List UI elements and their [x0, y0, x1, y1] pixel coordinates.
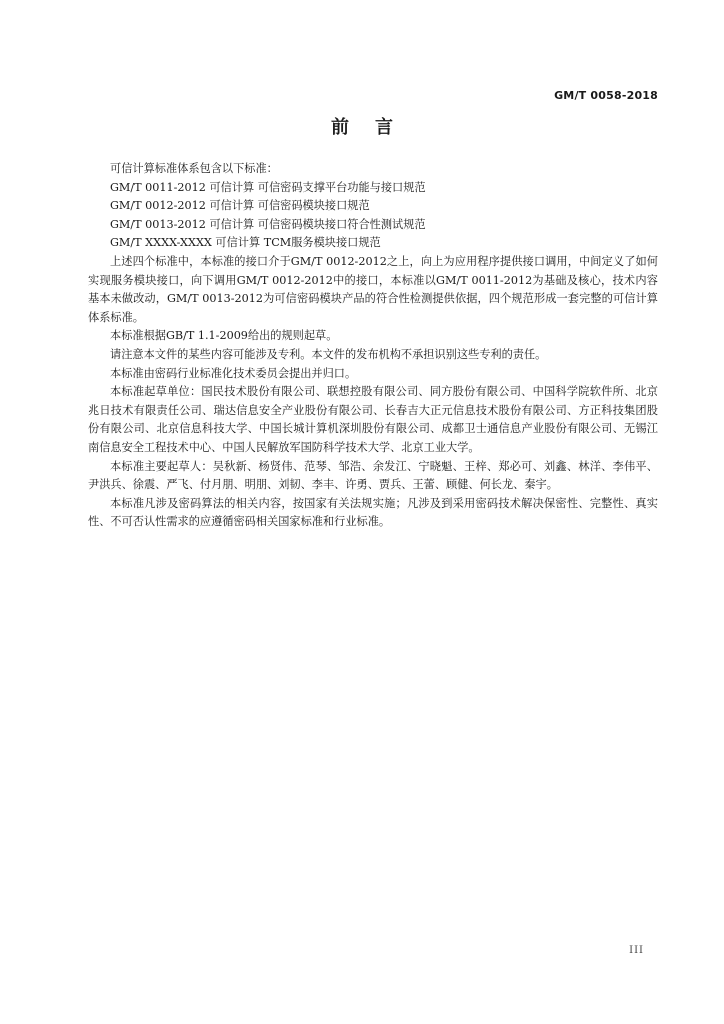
- paragraph-standard-list-item: GM/T 0013-2012 可信计算 可信密码模块接口符合性测试规范: [110, 217, 426, 231]
- paragraph-drafting-rules: 本标准根据GB/T 1.1-2009给出的规则起草。: [110, 329, 338, 343]
- paragraph-standard-list-item: GM/T XXXX-XXXX 可信计算 TCM服务模块接口规范: [110, 236, 381, 250]
- paragraph-relationship: 上述四个标准中，本标准的接口介于GM/T 0012-2012之上，向上为应用程序提供接口调用，中间定义了如何实现服务模块接口，向下调用GM/T 0012-2012中的接口，本标准以GM/T 0011-2012为基础及核心，技术内容基本未做改动，GM/T 0013-2012为可信密码模块产品的符合性检测提供依据，四个规范形成一套完整的可信计算体系标准。: [88, 254, 658, 324]
- standard-code: GM/T 0058-2018: [554, 89, 658, 102]
- paragraph-standard-list-item: GM/T 0012-2012 可信计算 可信密码模块接口规范: [110, 199, 370, 213]
- paragraph-intro: 可信计算标准体系包含以下标准：: [110, 162, 278, 175]
- paragraph-patent-notice: 请注意本文件的某些内容可能涉及专利。本文件的发布机构不承担识别这些专利的责任。: [110, 347, 547, 361]
- page-number: III: [629, 945, 644, 956]
- paragraph-drafters: 本标准主要起草人：吴秋新、杨贤伟、范琴、邹浩、余发江、宁晓魁、王梓、郑必可、刘鑫、林洋、李伟平、尹洪兵、徐震、严飞、付月朋、明朋、刘韧、李丰、许勇、贾兵、王蕾、顾健、何长龙、秦宇。: [88, 459, 658, 492]
- foreword-body: [88, 160, 658, 532]
- page-title: 前言: [331, 117, 419, 138]
- paragraph-proposer: 本标准由密码行业标准化技术委员会提出并归口。: [110, 366, 357, 380]
- paragraph-crypto-notice: 本标准凡涉及密码算法的相关内容，按国家有关法规实施；凡涉及到采用密码技术解决保密性、完整性、真实性、不可否认性需求的应遵循密码相关国家标准和行业标准。: [88, 496, 658, 529]
- paragraph-standard-list-item: GM/T 0011-2012 可信计算 可信密码支撑平台功能与接口规范: [110, 180, 426, 194]
- paragraph-drafting-units: 本标准起草单位：国民技术股份有限公司、联想控股有限公司、同方股份有限公司、中国科学院软件所、北京兆日技术有限责任公司、瑞达信息安全产业股份有限公司、长春吉大正元信息技术股份有限公司、方正科技集团股份有限公司、北京信息科技大学、中国长城计算机深圳股份有限公司、成都卫士通信息产业股份有限公司、无锡江南信息安全工程技术中心、中国人民解放军国防科学技术大学、北京工业大学。: [88, 385, 658, 454]
